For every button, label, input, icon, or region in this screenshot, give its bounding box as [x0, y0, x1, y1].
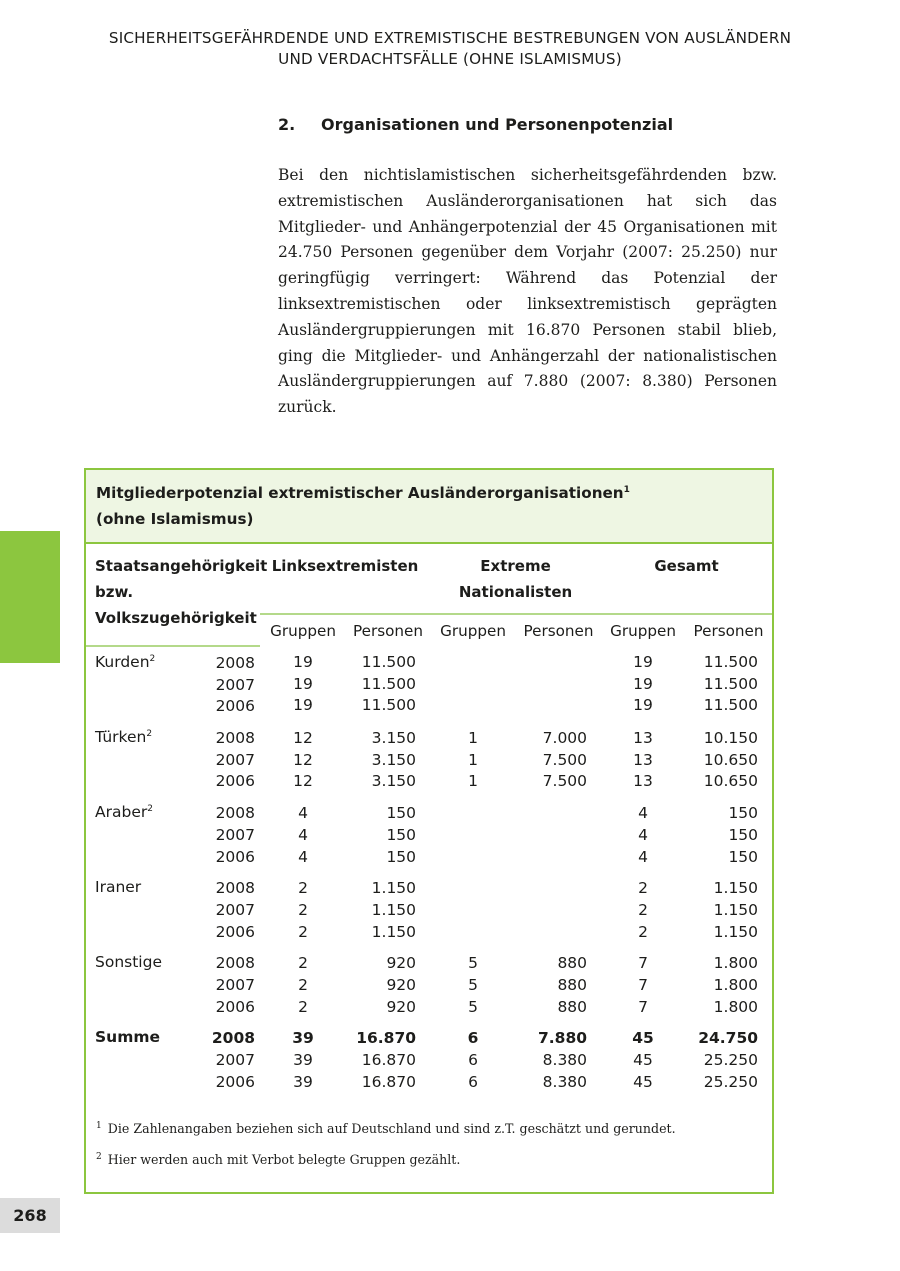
cell-value	[430, 878, 516, 900]
gesamt-personen-cell	[685, 947, 772, 1022]
row-label: Iraner	[95, 878, 142, 897]
year-value: 2008	[211, 1029, 256, 1048]
cell-value: 4	[638, 804, 648, 823]
cell-value: 25.250	[703, 1072, 759, 1091]
table-row	[86, 872, 772, 947]
running-head-line-2: UND VERDACHTSFÄLLE (OHNE ISLAMISMUS)	[278, 50, 622, 68]
running-head-line-1: SICHERHEITSGEFÄHRDENDE UND EXTREMISTISCHE BESTREBUNGEN VON AUSLÄNDERN	[108, 29, 792, 47]
cell-value: 7.000	[542, 729, 588, 748]
cell-value: 150	[728, 825, 759, 844]
links-personen-cell	[346, 1022, 430, 1097]
cell-value: 19	[293, 696, 313, 715]
nationalisten-personen-cell	[516, 722, 601, 797]
cell-value: 2	[638, 879, 648, 898]
year-value: 2007	[215, 900, 256, 919]
cell-value	[430, 803, 516, 825]
cell-value: 150	[728, 847, 759, 866]
cell-value: 11.500	[703, 653, 759, 671]
cell-value: 2	[298, 954, 308, 973]
nationalisten-gruppen-cell	[430, 797, 516, 872]
nationalisten-gruppen-cell	[430, 872, 516, 947]
gesamt-personen-cell	[685, 872, 772, 947]
links-personen-cell	[346, 797, 430, 872]
cell-value: 24.750	[698, 1029, 759, 1048]
year-value: 2008	[215, 879, 256, 898]
chapter-side-tab	[0, 531, 60, 663]
cell-value: 150	[386, 825, 417, 844]
links-gruppen-cell	[260, 722, 346, 797]
footnote	[96, 1118, 766, 1137]
cell-value: 45	[633, 1051, 653, 1069]
row-label-footnote-mark: 2	[146, 728, 153, 739]
cell-value: 12	[293, 729, 313, 748]
cell-value: 1.150	[371, 879, 417, 898]
row-label-footnote-mark: 2	[149, 653, 156, 664]
table-body	[86, 646, 772, 1097]
gesamt-gruppen-cell	[601, 947, 685, 1022]
cell-value: 1.150	[713, 900, 759, 919]
table-row	[86, 797, 772, 872]
year-cell	[197, 1022, 260, 1097]
year-value: 2006	[215, 922, 256, 941]
cell-value: 2	[638, 900, 648, 919]
links-gruppen-cell	[260, 797, 346, 872]
gesamt-personen-cell	[685, 1022, 772, 1097]
cell-value: 4	[638, 847, 648, 866]
year-value: 2008	[215, 804, 256, 823]
cell-value: 11.500	[703, 674, 759, 693]
cell-value: 2	[298, 879, 308, 898]
cell-value: 7.880	[538, 1029, 588, 1048]
cell-value	[516, 847, 587, 869]
cell-value: 7	[638, 997, 648, 1016]
row-label-cell	[86, 872, 197, 947]
footnote-mark: 1	[96, 1121, 102, 1131]
cell-value: 45	[632, 1029, 654, 1048]
year-cell	[197, 872, 260, 947]
cell-value: 13	[633, 729, 653, 748]
cell-value: 6	[467, 1029, 479, 1048]
membership-table	[86, 544, 772, 1097]
sub-header-personen: Personen	[685, 614, 772, 646]
cell-value: 39	[293, 1072, 313, 1091]
row-header-staatsangehoerigkeit: Staatsangehörigkeit bzw. Volkszugehörigkeit	[86, 544, 260, 646]
cell-value: 1.800	[713, 997, 759, 1016]
nationalisten-gruppen-cell	[430, 1022, 516, 1097]
cell-value: 6	[468, 1051, 478, 1069]
membership-table-box	[84, 468, 774, 1194]
nationalisten-personen-cell	[516, 797, 601, 872]
table-title-line-1	[96, 480, 762, 506]
cell-value	[430, 900, 516, 922]
links-gruppen-cell	[260, 1022, 346, 1097]
running-head	[100, 28, 800, 70]
cell-value: 1	[468, 750, 478, 769]
sub-header-gruppen: Gruppen	[430, 614, 516, 646]
cell-value: 19	[293, 653, 313, 671]
cell-value: 880	[557, 975, 588, 994]
gesamt-personen-cell	[685, 797, 772, 872]
table-row	[86, 1022, 772, 1097]
cell-value: 4	[638, 825, 648, 844]
cell-value: 920	[386, 997, 417, 1016]
cell-value: 150	[728, 804, 759, 823]
table-title-line-2: (ohne Islamismus)	[96, 510, 254, 528]
nationalisten-personen-cell	[516, 646, 601, 722]
footnote-text: Die Zahlenangaben beziehen sich auf Deutschland und sind z.T. geschätzt und gerundet.	[107, 1121, 676, 1137]
year-value: 2008	[215, 954, 256, 973]
cell-value: 11.500	[361, 696, 417, 715]
cell-value: 1.150	[371, 900, 417, 919]
footnote-mark: 2	[96, 1152, 102, 1163]
cell-value: 11.500	[361, 674, 417, 693]
row-label-cell	[86, 722, 197, 797]
nationalisten-personen-cell	[516, 947, 601, 1022]
cell-value	[430, 695, 516, 717]
cell-value: 3.150	[371, 750, 417, 769]
body-paragraph: Bei den nichtislamistischen sicherheitsgefährdenden bzw. extremistischen Ausländerorganisationen hat sich das Mitglieder- und Anhängerpotenzial der 45 Organisationen mit 24.750 Personen gegenüber dem Vorjahr (2007: 25.250) nur geringfügig verringert: Während das Potenzial der linksextremistischen oder linksextremistisch geprägten Ausländergruppierungen mit 16.870 Personen stabil blieb, ging die Mitglieder- und Anhängerzahl der nationalistischen Ausländergruppierungen auf 7.880 (2007: 8.380) Personen zurück.	[278, 166, 777, 417]
table-title-text: Mitgliederpotenzial extremistischer Ausländerorganisationen	[96, 484, 624, 502]
row-label: Summe	[95, 1028, 161, 1047]
cell-value	[516, 803, 587, 825]
cell-value: 2	[298, 997, 308, 1016]
cell-value	[516, 878, 587, 900]
cell-value	[430, 674, 516, 696]
year-cell	[197, 947, 260, 1022]
sub-header-gruppen: Gruppen	[260, 614, 346, 646]
cell-value: 10.650	[703, 750, 759, 769]
table-footnotes	[96, 1118, 766, 1180]
links-personen-cell	[346, 722, 430, 797]
links-personen-cell	[346, 872, 430, 947]
cell-value: 880	[557, 954, 588, 973]
cell-value: 5	[468, 997, 478, 1016]
gesamt-personen-cell	[685, 722, 772, 797]
cell-value	[430, 652, 516, 674]
cell-value	[430, 922, 516, 944]
cell-value: 13	[633, 772, 653, 791]
cell-value: 5	[468, 975, 478, 994]
cell-value	[516, 674, 587, 696]
row-label-cell	[86, 797, 197, 872]
links-gruppen-cell	[260, 872, 346, 947]
cell-value: 12	[293, 750, 313, 769]
year-value: 2007	[215, 825, 256, 844]
cell-value: 19	[293, 674, 313, 693]
row-label: Araber	[95, 803, 148, 822]
links-gruppen-cell	[260, 646, 346, 722]
cell-value: 16.870	[356, 1029, 417, 1048]
footnote-text: Hier werden auch mit Verbot belegte Gruppen gezählt.	[107, 1152, 461, 1168]
cell-value: 8.380	[542, 1051, 588, 1069]
row-label-cell	[86, 1022, 197, 1097]
cell-value: 1.150	[713, 879, 759, 898]
cell-value: 16.870	[361, 1051, 417, 1069]
cell-value: 920	[386, 954, 417, 973]
cell-value: 5	[468, 954, 478, 973]
cell-value: 13	[633, 750, 653, 769]
year-value: 2008	[215, 729, 256, 748]
nationalisten-gruppen-cell	[430, 947, 516, 1022]
year-value: 2006	[215, 1072, 256, 1091]
row-label-cell	[86, 947, 197, 1022]
page-number: 268	[0, 1198, 60, 1233]
cell-value: 8.380	[542, 1072, 588, 1091]
row-label: Sonstige	[95, 953, 162, 972]
row-label: Türken	[95, 728, 147, 747]
year-value: 2008	[215, 654, 256, 672]
section-title: Organisationen und Personenpotenzial	[321, 115, 674, 134]
group-header-gesamt: Gesamt	[654, 557, 719, 575]
cell-value	[430, 847, 516, 869]
cell-value: 10.150	[703, 729, 759, 748]
cell-value: 1.800	[713, 975, 759, 994]
cell-value: 12	[293, 772, 313, 791]
cell-value: 19	[633, 653, 653, 671]
year-cell	[197, 722, 260, 797]
gesamt-gruppen-cell	[601, 646, 685, 722]
cell-value: 150	[386, 804, 417, 823]
cell-value: 7.500	[542, 772, 588, 791]
cell-value: 7.500	[542, 750, 588, 769]
year-value: 2006	[215, 997, 256, 1016]
year-cell	[197, 797, 260, 872]
cell-value: 1	[468, 729, 478, 748]
cell-value: 4	[298, 825, 308, 844]
gesamt-gruppen-cell	[601, 722, 685, 797]
footnote	[96, 1149, 766, 1168]
cell-value: 150	[386, 847, 417, 866]
sub-header-gruppen: Gruppen	[601, 614, 685, 646]
table-title	[86, 470, 772, 544]
sub-header-personen: Personen	[346, 614, 430, 646]
nationalisten-personen-cell	[516, 1022, 601, 1097]
cell-value: 19	[633, 674, 653, 693]
cell-value: 1	[468, 772, 478, 791]
cell-value: 10.650	[703, 772, 759, 791]
group-header-extreme-nationalisten: Extreme Nationalisten	[458, 557, 573, 601]
cell-value: 39	[293, 1051, 313, 1069]
cell-value: 4	[298, 847, 308, 866]
cell-value: 920	[386, 975, 417, 994]
gesamt-personen-cell	[685, 646, 772, 722]
table-row	[86, 947, 772, 1022]
cell-value: 1.150	[371, 922, 417, 941]
cell-value: 1.800	[713, 954, 759, 973]
year-value: 2006	[215, 697, 256, 716]
row-label-cell	[86, 646, 197, 722]
cell-value	[430, 825, 516, 847]
cell-value	[516, 695, 587, 717]
cell-value: 45	[633, 1072, 653, 1091]
gesamt-gruppen-cell	[601, 797, 685, 872]
nationalisten-personen-cell	[516, 872, 601, 947]
cell-value: 39	[292, 1029, 314, 1048]
cell-value: 2	[298, 975, 308, 994]
cell-value: 3.150	[371, 772, 417, 791]
year-value: 2007	[215, 1051, 256, 1069]
cell-value: 6	[468, 1072, 478, 1091]
links-gruppen-cell	[260, 947, 346, 1022]
cell-value: 7	[638, 954, 648, 973]
cell-value	[516, 900, 587, 922]
table-row	[86, 646, 772, 722]
links-personen-cell	[346, 947, 430, 1022]
cell-value: 19	[633, 696, 653, 715]
cell-value: 11.500	[361, 653, 417, 671]
row-label: Kurden	[95, 653, 150, 671]
cell-value	[516, 825, 587, 847]
cell-value: 16.870	[361, 1072, 417, 1091]
table-title-footnote-mark: 1	[623, 484, 630, 495]
cell-value: 2	[298, 922, 308, 941]
cell-value: 4	[298, 804, 308, 823]
cell-value: 880	[557, 997, 588, 1016]
sub-header-personen: Personen	[516, 614, 601, 646]
cell-value: 1.150	[713, 922, 759, 941]
cell-value: 2	[298, 900, 308, 919]
table-row	[86, 722, 772, 797]
cell-value: 3.150	[371, 729, 417, 748]
links-personen-cell	[346, 646, 430, 722]
gesamt-gruppen-cell	[601, 1022, 685, 1097]
year-value: 2007	[215, 975, 256, 994]
row-label-footnote-mark: 2	[147, 803, 153, 814]
cell-value	[516, 652, 587, 674]
year-cell	[197, 646, 260, 722]
section-number: 2.	[278, 115, 296, 134]
nationalisten-gruppen-cell	[430, 646, 516, 722]
cell-value: 11.500	[703, 696, 759, 715]
year-value: 2007	[215, 675, 256, 694]
group-header-linksextremisten: Linksextremisten	[271, 557, 419, 575]
section-heading	[278, 114, 673, 136]
year-value: 2006	[215, 847, 256, 866]
cell-value	[516, 922, 587, 944]
year-value: 2007	[215, 750, 256, 769]
gesamt-gruppen-cell	[601, 872, 685, 947]
year-value: 2006	[215, 772, 256, 791]
cell-value: 25.250	[703, 1051, 759, 1069]
cell-value: 7	[638, 975, 648, 994]
nationalisten-gruppen-cell	[430, 722, 516, 797]
cell-value: 2	[638, 922, 648, 941]
